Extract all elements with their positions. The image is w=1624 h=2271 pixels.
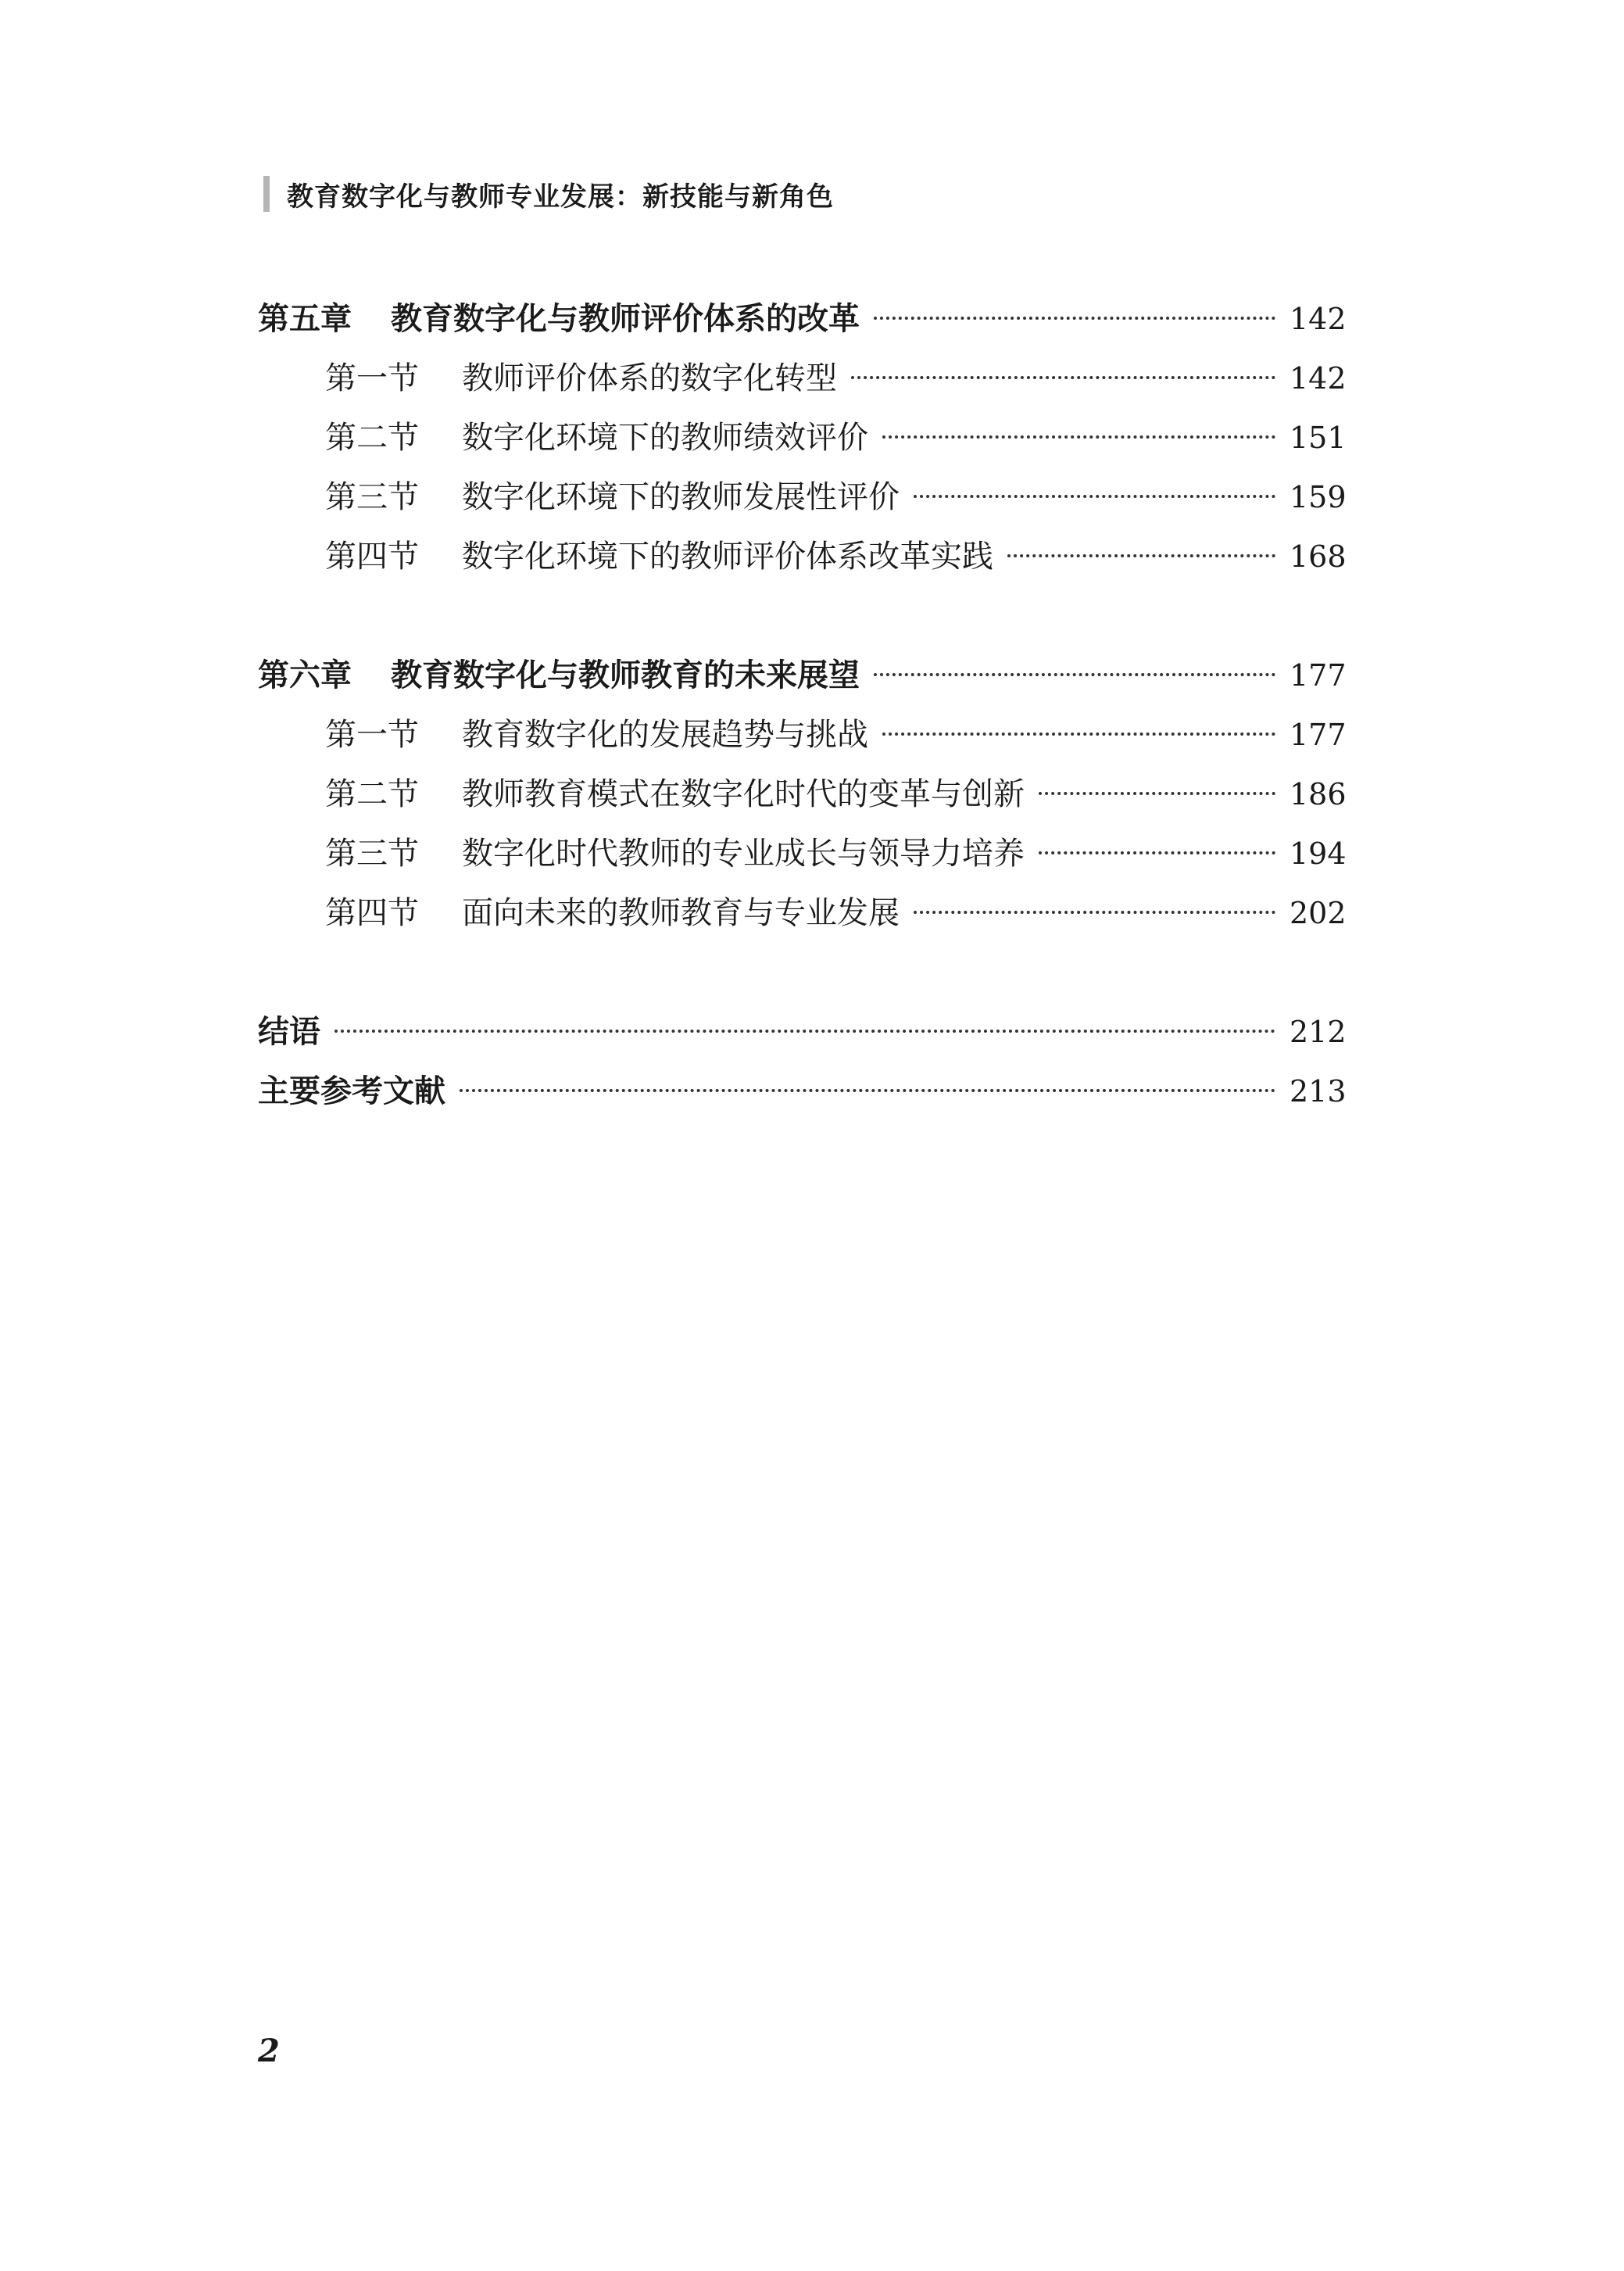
chapter-label: 第五章 xyxy=(258,301,352,337)
page-number: 159 xyxy=(1290,480,1347,514)
toc-conclusion[interactable] xyxy=(258,1002,1347,1062)
page-number: 213 xyxy=(1290,1074,1347,1109)
section-label: 第一节 xyxy=(325,717,419,753)
spacer xyxy=(258,586,1344,646)
page-number: 212 xyxy=(1290,1015,1347,1049)
section-label: 第二节 xyxy=(325,776,419,812)
references-title: 主要参考文献 xyxy=(258,1073,445,1109)
toc-section[interactable] xyxy=(258,824,1347,883)
section-title: 数字化环境下的教师绩效评价 xyxy=(462,420,868,456)
running-header xyxy=(263,175,834,213)
toc-section[interactable] xyxy=(258,408,1347,467)
toc-section[interactable] xyxy=(258,349,1347,408)
toc-section[interactable] xyxy=(258,467,1347,527)
section-label: 第四节 xyxy=(325,539,419,575)
chapter-title: 教育数字化与教师教育的未来展望 xyxy=(391,657,860,693)
dot-leader xyxy=(851,376,1275,379)
page-number: 177 xyxy=(1290,718,1347,752)
section-label: 第二节 xyxy=(325,420,419,456)
section-title: 教师评价体系的数字化转型 xyxy=(462,360,837,396)
dot-leader xyxy=(1039,851,1275,854)
section-label: 第四节 xyxy=(325,895,419,931)
chapter-label: 第六章 xyxy=(258,657,352,693)
page-number: 194 xyxy=(1290,836,1347,871)
section-label: 第三节 xyxy=(325,836,419,872)
page-number: 202 xyxy=(1290,896,1347,930)
dot-leader xyxy=(914,911,1275,914)
dot-leader xyxy=(882,435,1275,439)
page-number: 168 xyxy=(1290,539,1347,574)
dot-leader xyxy=(334,1030,1275,1033)
page-folio: 2 xyxy=(258,2033,280,2069)
conclusion-title: 结语 xyxy=(258,1014,320,1050)
toc-chapter-6[interactable] xyxy=(258,646,1347,705)
dot-leader xyxy=(460,1089,1275,1092)
section-title: 数字化环境下的教师评价体系改革实践 xyxy=(462,539,993,575)
section-title: 教育数字化的发展趋势与挑战 xyxy=(462,717,868,753)
page-number: 142 xyxy=(1290,361,1347,396)
toc-section[interactable] xyxy=(258,527,1347,586)
header-bar xyxy=(263,176,270,212)
section-title: 教师教育模式在数字化时代的变革与创新 xyxy=(462,776,1025,812)
toc-references[interactable] xyxy=(258,1062,1347,1121)
toc-section[interactable] xyxy=(258,883,1347,943)
toc-chapter-5[interactable] xyxy=(258,289,1347,349)
chapter-title: 教育数字化与教师评价体系的改革 xyxy=(391,301,860,337)
book-title: 教育数字化与教师专业发展：新技能与新角色 xyxy=(287,181,834,213)
section-label: 第一节 xyxy=(325,360,419,396)
toc-section[interactable] xyxy=(258,765,1347,824)
page-number: 177 xyxy=(1290,658,1347,693)
toc-section[interactable] xyxy=(258,705,1347,765)
page-number: 151 xyxy=(1290,421,1347,455)
dot-leader xyxy=(1039,792,1275,795)
section-title: 面向未来的教师教育与专业发展 xyxy=(462,895,900,931)
spacer xyxy=(258,943,1344,1002)
section-label: 第三节 xyxy=(325,479,419,515)
dot-leader xyxy=(874,317,1275,320)
table-of-contents xyxy=(258,289,1347,1121)
page-number: 142 xyxy=(1290,302,1347,336)
dot-leader xyxy=(882,733,1275,736)
dot-leader xyxy=(914,495,1275,498)
page-number: 186 xyxy=(1290,777,1347,811)
dot-leader xyxy=(1007,554,1275,557)
section-title: 数字化时代教师的专业成长与领导力培养 xyxy=(462,836,1025,872)
section-title: 数字化环境下的教师发展性评价 xyxy=(462,479,900,515)
dot-leader xyxy=(874,673,1275,676)
